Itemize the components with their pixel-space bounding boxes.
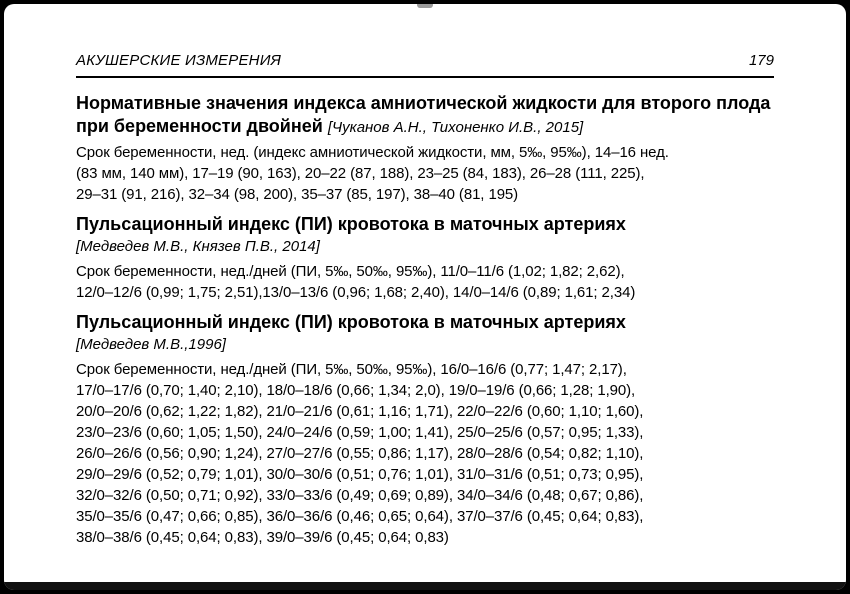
section-pi-1996 [76,311,774,548]
running-title: АКУШЕРСКИЕ ИЗМЕРЕНИЯ [76,52,282,69]
drag-handle-icon[interactable] [417,4,433,8]
body-line: 38/0–38/6 (0,45; 0,64; 0,83), 39/0–39/6 (0,45; 0,64; 0,83) [76,529,449,546]
body-line: 32/0–32/6 (0,50; 0,71; 0,92), 33/0–33/6 (0,49; 0,69; 0,89), 34/0–34/6 (0,48; 0,67; 0,86), [76,487,644,504]
page-content [76,92,774,556]
section-heading [76,92,774,139]
section-amniotic-index [76,92,774,205]
body-line: 26/0–26/6 (0,56; 0,90; 1,24), 27/0–27/6 (0,55; 0,86; 1,17), 28/0–28/6 (0,54; 0,82; 1,10), [76,445,644,462]
page-number: 179 [748,52,774,69]
section-reference: [Чуканов А.Н., Тихоненко И.В., 2015] [327,119,584,136]
section-title-text: Нормативные значения индекса амниотической жидкости для второго плода при беременности двойней [76,93,771,136]
body-line: 23/0–23/6 (0,60; 1,05; 1,50), 24/0–24/6 (0,59; 1,00; 1,41), 25/0–25/6 (0,57; 0,95; 1,33), [76,424,644,441]
section-reference: [Медведев М.В.,1996] [76,336,226,353]
bottom-edge [4,582,846,590]
body-line: Срок беременности, нед. (индекс амниотической жидкости, мм, 5‰, 95‰), 14–16 нед. [76,144,669,161]
body-line: 29/0–29/6 (0,52; 0,79; 1,01), 30/0–30/6 (0,51; 0,76; 1,01), 31/0–31/6 (0,51; 0,73; 0,95), [76,466,644,483]
body-line: 29–31 (91, 216), 32–34 (98, 200), 35–37 (85, 197), 38–40 (81, 195) [76,186,519,203]
body-line: 12/0–12/6 (0,99; 1,75; 2,51),13/0–13/6 (0,96; 1,68; 2,40), 14/0–14/6 (0,89; 1,61; 2,34) [76,284,636,301]
body-line: (83 мм, 140 мм), 17–19 (90, 163), 20–22 (87, 188), 23–25 (84, 183), 26–28 (111, 225), [76,165,645,182]
section-heading: Пульсационный индекс (ПИ) кровотока в маточных артериях [76,214,626,234]
body-line: Срок беременности, нед./дней (ПИ, 5‰, 50‰, 95‰), 11/0–11/6 (1,02; 1,82; 2,62), [76,263,625,280]
body-line: 20/0–20/6 (0,62; 1,22; 1,82), 21/0–21/6 (0,61; 1,16; 1,71), 22/0–22/6 (0,60; 1,10; 1,60), [76,403,644,420]
body-line: 17/0–17/6 (0,70; 1,40; 2,10), 18/0–18/6 (0,66; 1,34; 2,0), 19/0–19/6 (0,66; 1,28; 1,90), [76,382,636,399]
page-header [76,48,774,78]
section-pi-2014 [76,213,774,303]
section-body [76,142,774,205]
book-page [4,4,846,590]
body-line: Срок беременности, нед./дней (ПИ, 5‰, 50‰, 95‰), 16/0–16/6 (0,77; 1,47; 2,17), [76,361,627,378]
section-body [76,359,774,548]
section-heading: Пульсационный индекс (ПИ) кровотока в маточных артериях [76,312,626,332]
section-reference: [Медведев М.В., Князев П.В., 2014] [76,238,320,255]
body-line: 35/0–35/6 (0,47; 0,66; 0,85), 36/0–36/6 (0,46; 0,65; 0,64), 37/0–37/6 (0,45; 0,64; 0,83), [76,508,644,525]
section-body [76,261,774,303]
